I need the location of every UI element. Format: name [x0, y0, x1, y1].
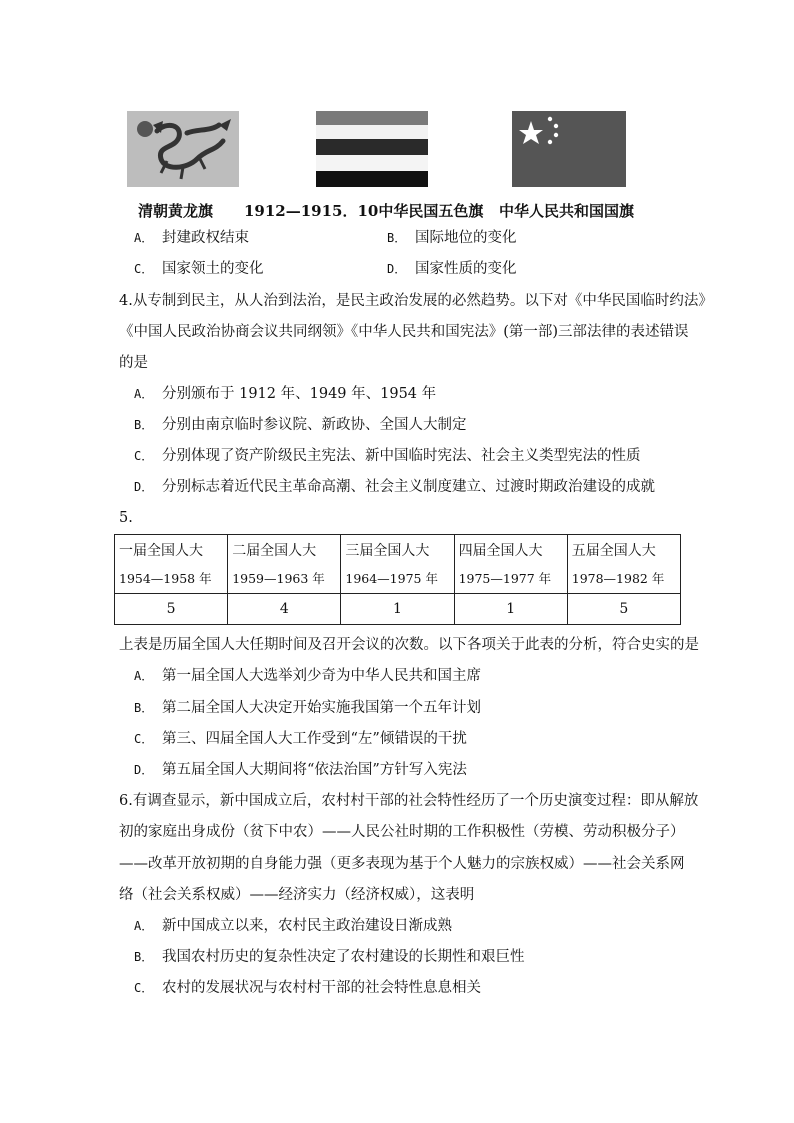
table-header-row [115, 535, 681, 594]
q5-number: 5. [119, 510, 133, 526]
q5-option-b: B． 第二届全国人大决定开始实施我国第一个五年计划 [134, 700, 481, 716]
flag-caption-qing: 清朝黄龙旗 [138, 202, 214, 220]
q5-option-c: C． 第三、四届全国人大工作受到“左”倾错误的干扰 [134, 731, 467, 747]
q4-option-d: D． 分别标志着近代民主革命高潮、社会主义制度建立、过渡时期政治建设的成就 [134, 479, 655, 495]
table-cell: 1 [454, 594, 567, 625]
table-cell: 1 [341, 594, 454, 625]
q4-stem-line-3: 的是 [119, 355, 148, 371]
table-header-cell: 二届全国人大 1959—1963 年 [228, 535, 341, 594]
q5-option-d: D． 第五届全国人大期间将“依法治国”方针写入宪法 [134, 762, 467, 778]
npc-sessions-table [114, 534, 681, 625]
roc-five-color-flag [316, 111, 428, 187]
q6-option-c: C． 农村的发展状况与农村村干部的社会特性息息相关 [134, 980, 481, 996]
table-header-cell: 一届全国人大 1954—1958 年 [115, 535, 228, 594]
table-cell: 5 [115, 594, 228, 625]
qing-yellow-dragon-flag [127, 111, 239, 187]
q4-option-b: B． 分别由南京临时参议院、新政协、全国人大制定 [134, 417, 467, 433]
table-header-cell: 三届全国人大 1964—1975 年 [341, 535, 454, 594]
q3-option-d: D． 国家性质的变化 [387, 261, 517, 277]
q6-stem-line-3: ——改革开放初期的自身能力强（更多表现为基于个人魅力的宗族权威）——社会关系网 [119, 856, 685, 872]
q6-stem-line-2: 初的家庭出身成份（贫下中农）——人民公社时期的工作积极性（劳模、劳动积极分子） [119, 824, 685, 840]
q6-stem-line-4: 络（社会关系权威）——经济实力（经济权威），这表明 [119, 887, 475, 903]
q4-option-c: C． 分别体现了资产阶级民主宪法、新中国临时宪法、社会主义类型宪法的性质 [134, 448, 641, 464]
table-header-cell: 四届全国人大 1975—1977 年 [454, 535, 567, 594]
q4-option-a: A． 分别颁布于 1912 年、1949 年、1954 年 [134, 386, 437, 402]
q6-stem-line-1: 6.有调查显示，新中国成立后，农村村干部的社会特性经历了一个历史演变过程：即从解放 [119, 793, 699, 809]
q6-option-a: A． 新中国成立以来，农村民主政治建设日渐成熟 [134, 918, 452, 934]
q4-stem-line-2: 《中国人民政治协商会议共同纲领》《中华人民共和国宪法》(第一部)三部法律的表述错误 [119, 324, 689, 340]
q4-stem-line-1: 4.从专制到民主，从人治到法治，是民主政治发展的必然趋势。以下对《中华民国临时约法》 [119, 293, 713, 309]
prc-national-flag [512, 111, 626, 187]
table-row [115, 594, 681, 625]
q3-option-c: C． 国家领土的变化 [134, 261, 264, 277]
table-cell: 5 [567, 594, 680, 625]
q3-option-b: B． 国际地位的变化 [387, 230, 517, 246]
q6-option-b: B． 我国农村历史的复杂性决定了农村建设的长期性和艰巨性 [134, 949, 525, 965]
q5-stem: 上表是历届全国人大任期时间及召开会议的次数。以下各项关于此表的分析，符合史实的是 [119, 637, 699, 653]
table-header-cell: 五届全国人大 1978—1982 年 [567, 535, 680, 594]
q5-option-a: A． 第一届全国人大选举刘少奇为中华人民共和国主席 [134, 668, 481, 684]
q3-option-a: A． 封建政权结束 [134, 230, 249, 246]
table-cell: 4 [228, 594, 341, 625]
flag-caption-roc: 1912—1915．10中华民国五色旗 [244, 202, 484, 220]
flag-caption-prc: 中华人民共和国国旗 [499, 202, 635, 220]
